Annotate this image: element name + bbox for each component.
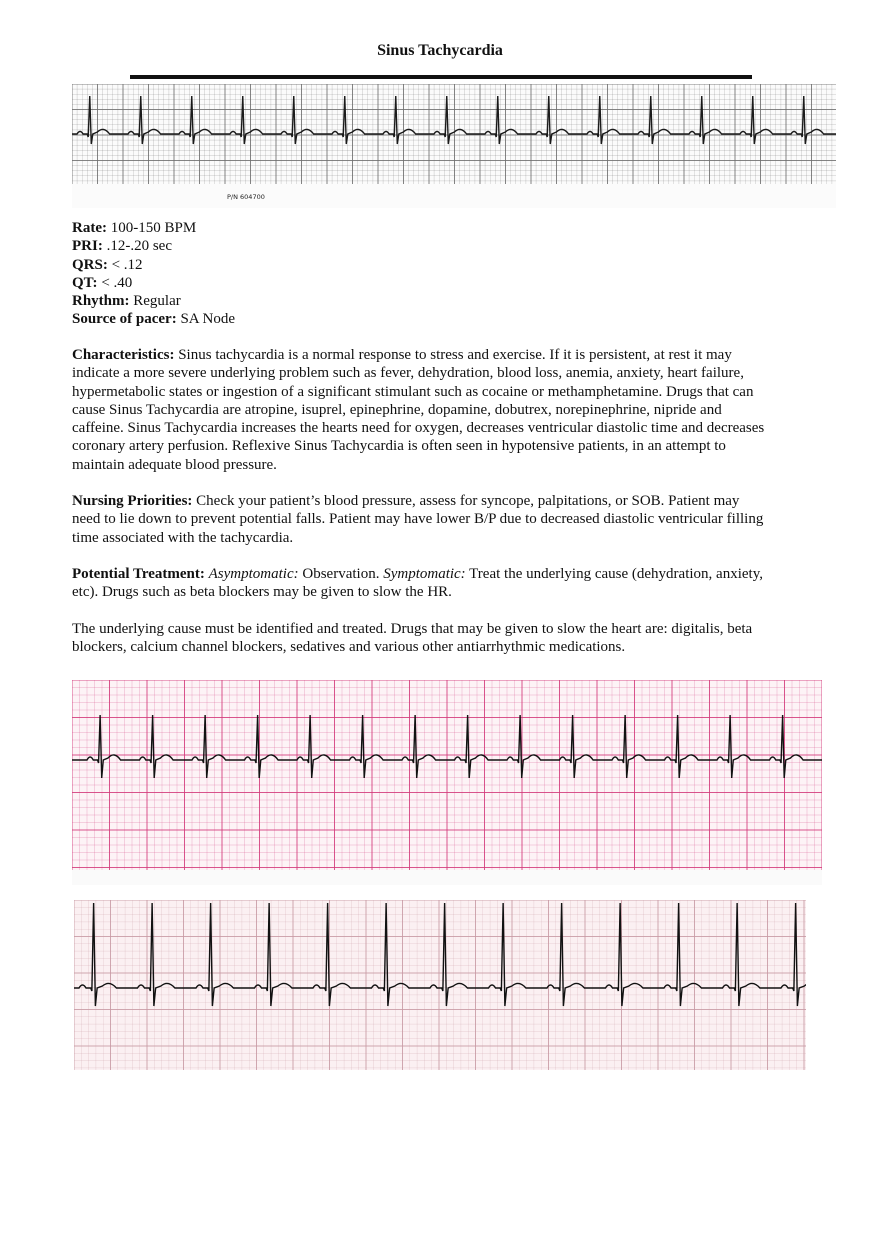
nursing-label: Nursing Priorities: bbox=[72, 493, 193, 509]
closing-paragraph: The underlying cause must be identified and treated. Drugs that may be given to slow the heart are: digitalis, beta blockers, calcium channel blockers, sedatives and various other antiarrhythmic medications. bbox=[72, 621, 753, 656]
treatment-label: Potential Treatment: bbox=[72, 566, 205, 582]
vital-rate: Rate: 100-150 BPM bbox=[72, 220, 197, 236]
vital-qrs: QRS: < .12 bbox=[72, 256, 143, 273]
ecg-strip-pink bbox=[72, 680, 822, 885]
ecg-strip-rose bbox=[74, 900, 806, 1070]
vitals-list bbox=[72, 219, 235, 329]
page-title: Sinus Tachycardia bbox=[377, 42, 503, 59]
nursing-priorities-paragraph: Nursing Priorities: Check your patient’s blood pressure, assess for syncope, palpitations, or SOB. Patient may need to lie down to prevent potential falls. Patient may have lower B/P due to decreased diastolic ventricular filling time associated with the tachycardia. bbox=[72, 493, 764, 546]
characteristics-paragraph: Characteristics: Sinus tachycardia is a normal response to stress and exercise. If it is persistent, at rest it may indicate a more severe underlying problem such as fever, dehydration, blood loss, anemia, anxiety, heart failure, hypermetabolic states or ingestion of a significant stimulant such as cocaine or methamphetamine. Drugs that can cause Sinus Tachycardia are atropine, isuprel, epinephrine, dopamine, dobutrex, norepinephrine, nipride and caffeine. Sinus Tachycardia increases the hearts need for oxygen, decreases ventricular diastolic time and decreases coronary artery perfusion. Reflexive Sinus Tachycardia is often seen in hypotensive patients, in an attempt to maintain adequate blood pressure. bbox=[72, 347, 765, 473]
ecg-strip-gray bbox=[72, 84, 836, 208]
vital-source: Source of pacer: SA Node bbox=[72, 311, 236, 328]
title-rule bbox=[130, 75, 752, 79]
characteristics-label: Characteristics: bbox=[72, 347, 175, 363]
strip-part-number: P/N 604700 bbox=[227, 193, 265, 201]
treatment-paragraph: Potential Treatment: Asymptomatic: Observation. Symptomatic: Treat the underlying cause (dehydration, anxiety, etc). Drugs such as beta blockers may be given to slow the HR. bbox=[72, 566, 763, 601]
vital-pri: PRI: .12-.20 sec bbox=[72, 238, 172, 255]
vital-qt: QT: < .40 bbox=[72, 274, 133, 291]
vital-rhythm: Rhythm: Regular bbox=[72, 293, 181, 310]
